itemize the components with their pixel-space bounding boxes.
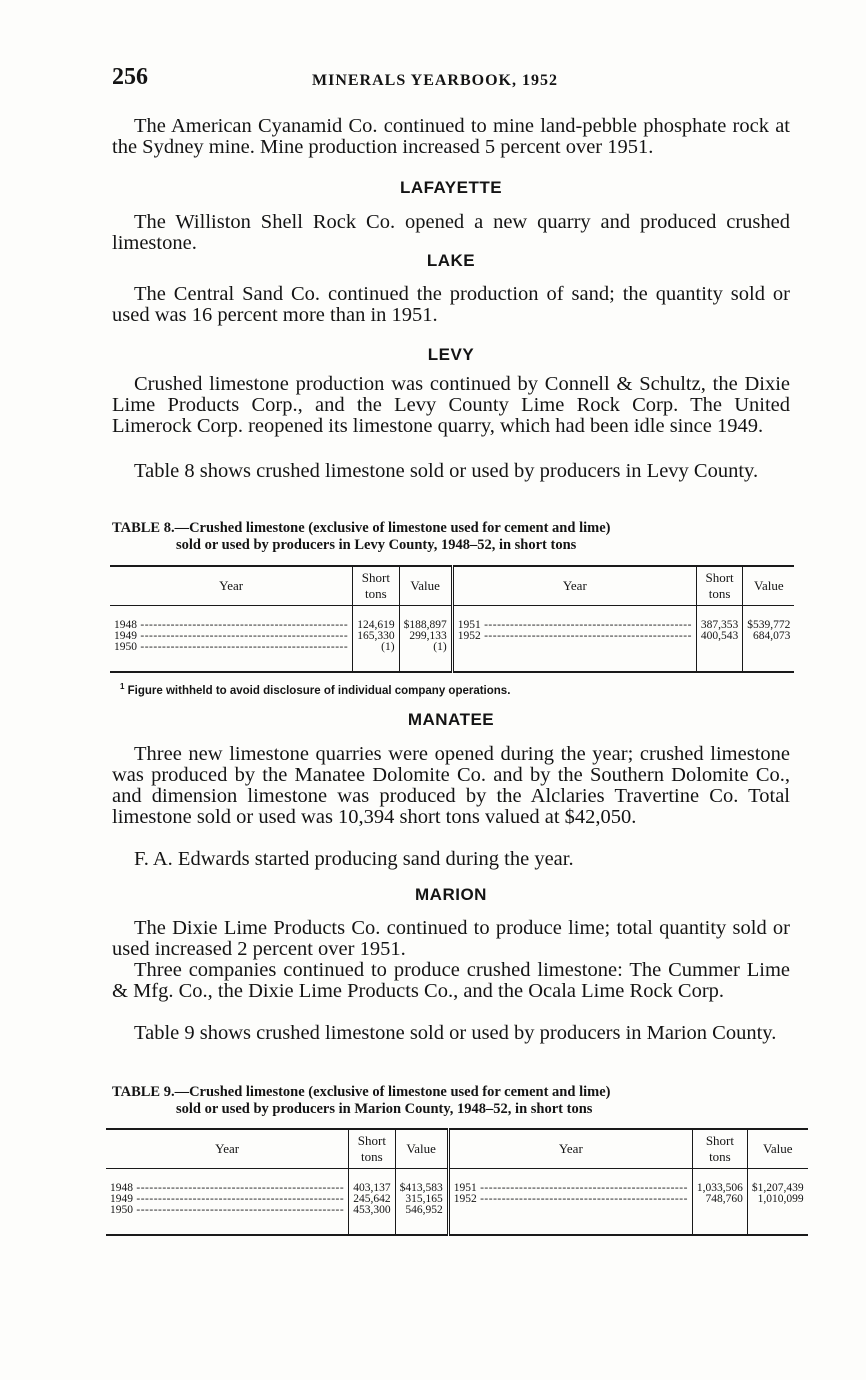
table8-header-value-left: Value	[399, 566, 452, 606]
table-cell: 387,353	[700, 619, 739, 631]
page-number: 256	[112, 64, 148, 90]
manatee-paragraph-1: Three new limestone quarries were opened during the year; crushed limestone was produced by the Manatee Dolomite Co. and by the Southern Dolomite Co., and dimension limestone was produced by the Alclaries Travertine Co. Total limestone sold or used was 10,394 short tons valued at $42,050.	[112, 743, 790, 828]
table9	[106, 1128, 808, 1236]
section-heading-lafayette: LAFAYETTE	[399, 178, 503, 197]
table8-values-right	[743, 606, 795, 672]
table-cell: 546,952	[405, 1204, 443, 1216]
table8-footnote	[120, 682, 790, 697]
table-cell: 1948 -----	[110, 1183, 344, 1194]
marion-paragraph-3: Table 9 shows crushed limestone sold or used by producers in Marion County.	[134, 1022, 777, 1044]
lake-paragraph: The Central Sand Co. continued the production of sand; the quantity sold or used was 16 percent more than in 1951.	[112, 283, 790, 326]
table9-header-year-right: Year	[448, 1129, 692, 1169]
table-cell: $1,207,439	[751, 1182, 804, 1194]
section-heading-marion: MARION	[415, 885, 487, 904]
table-cell: 1,033,506	[696, 1182, 743, 1194]
table-cell: 1952 -----	[454, 1194, 688, 1205]
table-cell: 1950 -----	[110, 1205, 344, 1216]
table8-short-tons-right	[696, 606, 742, 672]
table8	[110, 565, 794, 673]
footnote-mark: 1	[120, 682, 125, 691]
table8-caption-line1: TABLE 8.—Crushed limestone (exclusive of limestone used for cement and lime)	[112, 520, 611, 536]
table9-header-value-left: Value	[395, 1129, 448, 1169]
lafayette-paragraph: The Williston Shell Rock Co. opened a new quarry and produced crushed limestone.	[112, 211, 790, 254]
intro-paragraph: The American Cyanamid Co. continued to mine land-pebble phosphate rock at the Sydney mine. Mine production increased 5 percent over 1951.	[112, 115, 790, 158]
marion-paragraph-2: Three companies continued to produce crushed limestone: The Cummer Lime & Mfg. Co., the Dixie Lime Products Co., and the Ocala Lime Rock Corp.	[112, 959, 790, 1002]
levy-paragraph-2: Table 8 shows crushed limestone sold or used by producers in Levy County.	[134, 460, 759, 482]
table8-values-left	[399, 606, 452, 672]
table-cell: 400,543	[700, 630, 739, 642]
table-cell: $539,772	[747, 619, 791, 631]
marion-paragraph-1: The Dixie Lime Products Co. continued to produce lime; total quantity sold or used increased 2 percent over 1951.	[112, 917, 790, 960]
running-title: MINERALS YEARBOOK, 1952	[312, 72, 558, 89]
table9-years-left	[106, 1169, 349, 1235]
table9-header-year-left: Year	[106, 1129, 349, 1169]
table8-header-value-right: Value	[743, 566, 795, 606]
table8-header-short-tons-left: Short tons	[353, 566, 399, 606]
table8-years-left	[110, 606, 353, 672]
table-cell: 403,137	[353, 1182, 391, 1194]
table-cell: 315,165	[405, 1193, 443, 1205]
section-heading-lake: LAKE	[426, 251, 476, 270]
table8-caption	[112, 520, 790, 554]
page-header	[112, 64, 792, 94]
table9-values-right	[747, 1169, 807, 1235]
table-row	[106, 1169, 808, 1235]
table9-years-right	[448, 1169, 692, 1235]
table8-caption-line2: sold or used by producers in Levy County, 1948–52, in short tons	[176, 537, 577, 553]
table-cell: $413,583	[399, 1182, 443, 1194]
table9-caption-line2: sold or used by producers in Marion County, 1948–52, in short tons	[176, 1101, 593, 1117]
table-cell: 165,330	[357, 630, 395, 642]
table-cell: 1950 -----	[114, 642, 348, 653]
table9-caption	[112, 1084, 790, 1118]
table9-short-tons-left	[349, 1169, 395, 1235]
table9-header-value-right: Value	[747, 1129, 807, 1169]
table-cell: 453,300	[353, 1204, 391, 1216]
table8-header-short-tons-right: Short tons	[696, 566, 742, 606]
table-cell: 1949 -----	[114, 631, 348, 642]
table9-caption-line1: TABLE 9.—Crushed limestone (exclusive of limestone used for cement and lime)	[112, 1084, 611, 1100]
table-row	[110, 606, 794, 672]
table8-short-tons-left	[353, 606, 399, 672]
table8-years-right	[452, 606, 696, 672]
table9-values-left	[395, 1169, 448, 1235]
table-cell: (1)	[381, 641, 395, 653]
table-cell: 1,010,099	[757, 1193, 804, 1205]
table-cell: 684,073	[753, 630, 791, 642]
table9-header-short-tons-left: Short tons	[349, 1129, 395, 1169]
section-heading-manatee: MANATEE	[407, 710, 495, 729]
manatee-paragraph-2: F. A. Edwards started producing sand during the year.	[134, 848, 574, 870]
table-cell: 1949 -----	[110, 1194, 344, 1205]
table-cell: 1951 -----	[454, 1183, 688, 1194]
table8-header-year-right: Year	[452, 566, 696, 606]
table-cell: 748,760	[705, 1193, 743, 1205]
table-cell: 1951 -----	[458, 620, 692, 631]
table8-header-year-left: Year	[110, 566, 353, 606]
table-cell: 299,133	[409, 630, 447, 642]
levy-paragraph-1: Crushed limestone production was continued by Connell & Schultz, the Dixie Lime Products Corp., and the Levy County Lime Rock Corp. The United Limerock Corp. reopened its limestone quarry, which had been idle since 1949.	[112, 373, 790, 437]
table-cell: 245,642	[353, 1193, 391, 1205]
footnote-text: Figure withheld to avoid disclosure of individual company operations.	[127, 684, 511, 697]
table-cell: $188,897	[403, 619, 447, 631]
section-heading-levy: LEVY	[427, 345, 475, 364]
table-cell: 124,619	[357, 619, 395, 631]
table-cell: 1952 -----	[458, 631, 692, 642]
table9-header-short-tons-right: Short tons	[692, 1129, 747, 1169]
table-cell: 1948 -----	[114, 620, 348, 631]
table9-short-tons-right	[692, 1169, 747, 1235]
table-cell: (1)	[433, 641, 447, 653]
